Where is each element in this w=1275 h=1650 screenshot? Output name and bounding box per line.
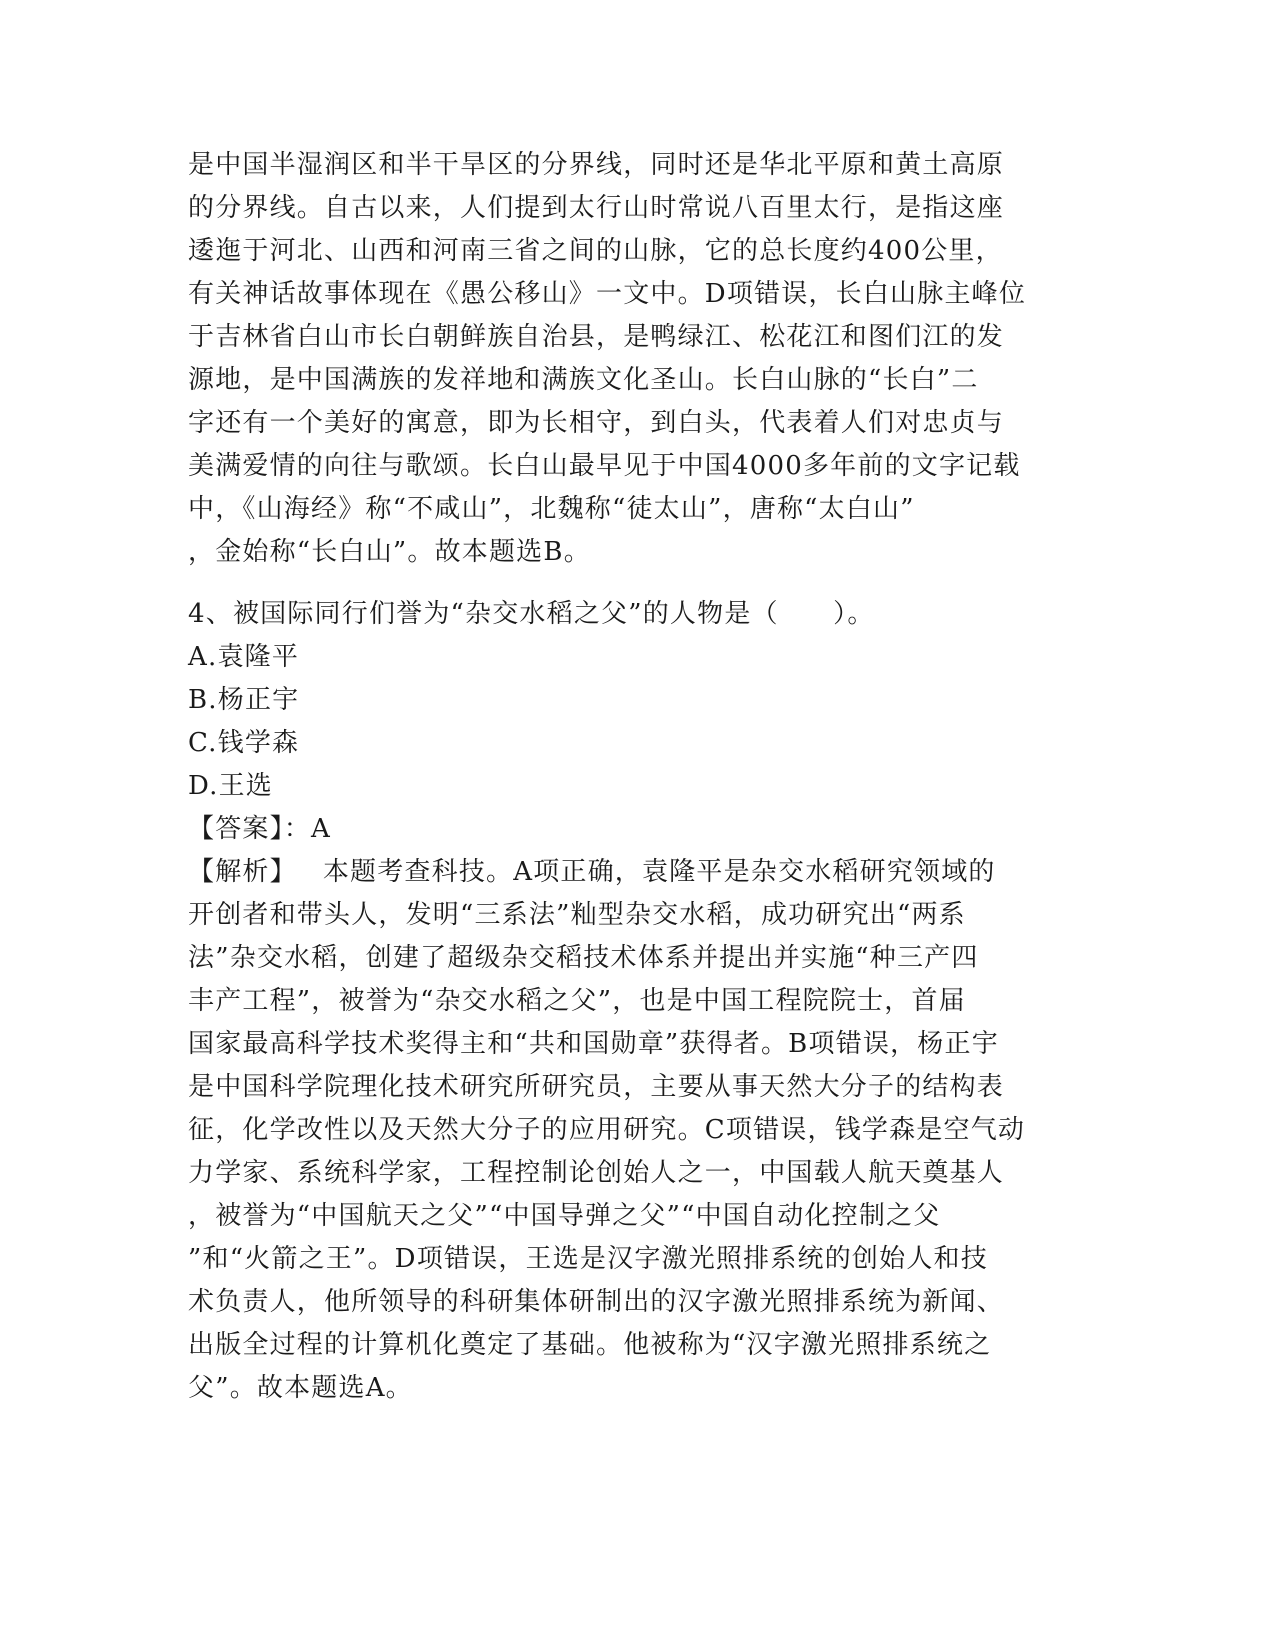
text-line: 字还有一个美好的寓意，即为长相守，到白头，代表着人们对忠贞与 bbox=[188, 408, 1005, 438]
option-b: B.杨正宇 bbox=[188, 685, 300, 715]
text-line: 有关神话故事体现在《愚公移山》一文中。D项错误，长白山脉主峰位 bbox=[188, 279, 1027, 309]
text-line: 美满爱情的向往与歌颂。长白山最早见于中国4000多年前的文字记载 bbox=[188, 451, 1021, 481]
analysis-line: 力学家、系统科学家，工程控制论创始人之一，中国载人航天奠基人 bbox=[188, 1158, 1005, 1188]
analysis-line: 国家最高科学技术奖得主和“共和国勋章”获得者。B项错误，杨正宇 bbox=[188, 1029, 999, 1059]
analysis-first-line bbox=[188, 851, 1088, 894]
answer-line bbox=[188, 808, 1088, 851]
text-line: 是中国半湿润区和半干旱区的分界线，同时还是华北平原和黄土高原 bbox=[188, 150, 1005, 180]
analysis-line: 征，化学改性以及天然大分子的应用研究。C项错误，钱学森是空气动 bbox=[188, 1115, 1026, 1145]
option-d: D.王选 bbox=[188, 771, 273, 801]
option-c: C.钱学森 bbox=[188, 728, 300, 758]
text-line: 逶迤于河北、山西和河南三省之间的山脉，它的总长度约400公里， bbox=[188, 236, 1003, 266]
analysis-line: 父”。故本题选A。 bbox=[188, 1373, 413, 1403]
analysis-line: 丰产工程”，被誉为“杂交水稻之父”，也是中国工程院院士，首届 bbox=[188, 986, 966, 1016]
analysis-text: 本题考查科技。A项正确，袁隆平是杂交水稻研究领域的 bbox=[322, 857, 996, 887]
text-line: 源地，是中国满族的发祥地和满族文化圣山。长白山脉的“长白”二 bbox=[188, 365, 979, 395]
answer-label: 【答案】 bbox=[188, 814, 284, 844]
text-line: 的分界线。自古以来，人们提到太行山时常说八百里太行，是指这座 bbox=[188, 193, 1005, 223]
previous-analysis-continuation bbox=[188, 144, 1088, 574]
analysis-label: 【解析】 bbox=[188, 857, 297, 887]
analysis-line: 开创者和带头人，发明“三系法”籼型杂交水稻，成功研究出“两系 bbox=[188, 900, 966, 930]
option-a: A.袁隆平 bbox=[188, 642, 300, 672]
analysis-line: 出版全过程的计算机化奠定了基础。他被称为“汉字激光照排系统之 bbox=[188, 1330, 992, 1360]
analysis-line: ，被誉为“中国航天之父”“中国导弹之父”“中国自动化控制之父 bbox=[188, 1201, 941, 1231]
question-4 bbox=[188, 593, 1088, 1410]
text-line: 中，《山海经》称“不咸山”，北魏称“徒太山”，唐称“太白山” bbox=[188, 494, 915, 524]
answer-value: ：A bbox=[283, 814, 331, 844]
analysis-line: ”和“火箭之王”。D项错误，王选是汉字激光照排系统的创始人和技 bbox=[188, 1244, 988, 1274]
analysis-line: 法”杂交水稻，创建了超级杂交稻技术体系并提出并实施“种三产四 bbox=[188, 943, 979, 973]
analysis-line: 术负责人，他所领导的科研集体研制出的汉字激光照排系统为新闻、 bbox=[188, 1287, 1005, 1317]
question-stem: 4、被国际同行们誉为“杂交水稻之父”的人物是（ ）。 bbox=[188, 599, 875, 629]
text-line: ，金始称“长白山”。故本题选B。 bbox=[188, 537, 591, 567]
text-line: 于吉林省白山市长白朝鲜族自治县，是鸭绿江、松花江和图们江的发 bbox=[188, 322, 1005, 352]
analysis-line: 是中国科学院理化技术研究所研究员，主要从事天然大分子的结构表 bbox=[188, 1072, 1005, 1102]
